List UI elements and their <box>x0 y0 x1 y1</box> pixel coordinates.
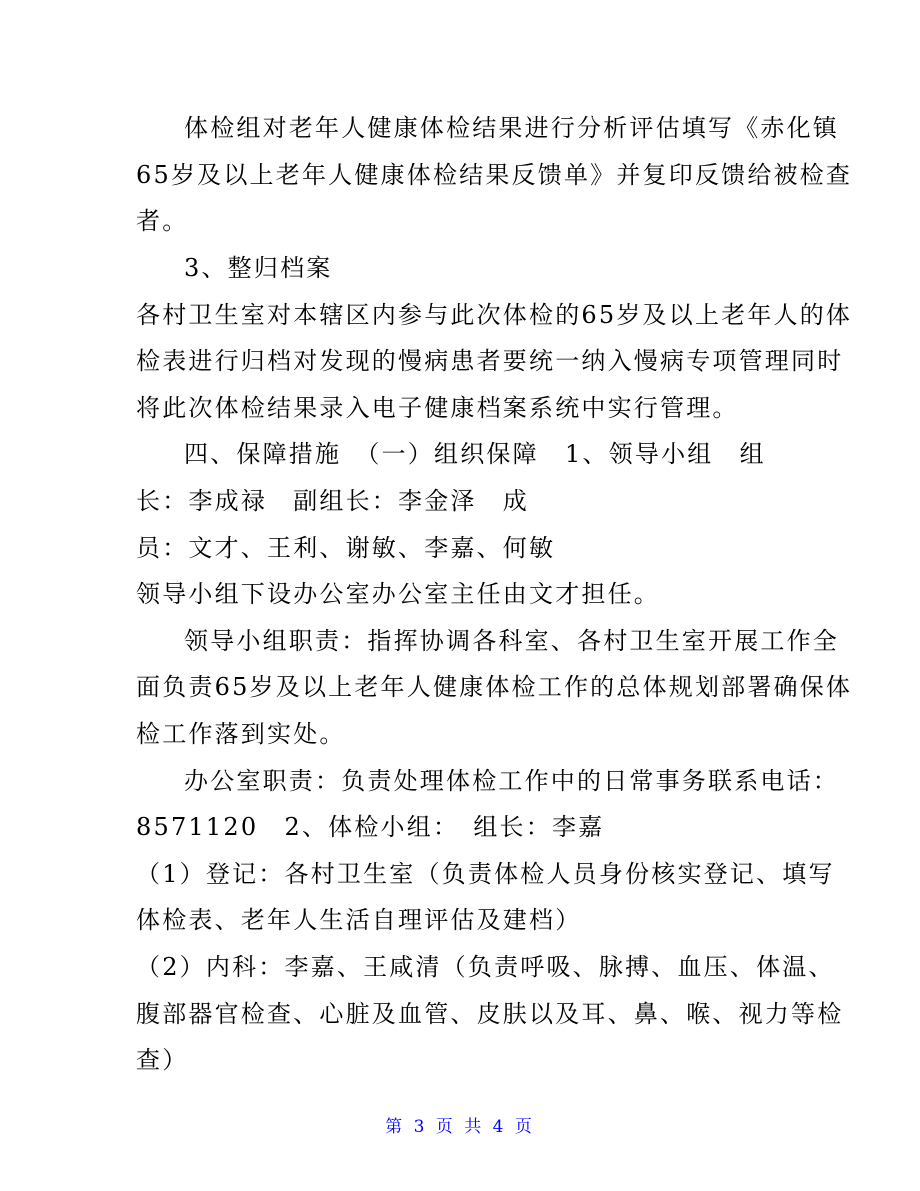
paragraph-line: 领导小组下设办公室办公室主任由文才担任。 <box>136 580 660 608</box>
paragraph-line: 检工作落到实处。 <box>136 720 346 748</box>
paragraph-line: 体检表、老年人生活自理评估及建档） <box>136 906 582 934</box>
paragraph-line: 者。 <box>136 207 189 235</box>
paragraph-line: 员：文才、王利、谢敏、李嘉、何敏 <box>136 534 556 562</box>
section-heading: 3、整归档案 <box>184 254 333 282</box>
paragraph-line: 查） <box>136 1046 189 1074</box>
paragraph-line: 65岁及以上老年人健康体检结果反馈单》并复印反馈给被检查 <box>136 161 853 189</box>
paragraph-line: 将此次体检结果录入电子健康档案系统中实行管理。 <box>136 394 739 422</box>
paragraph-line: （1）登记：各村卫生室（负责体检人员身份核实登记、填写 <box>136 860 835 888</box>
section-heading: 四、保障措施 （一）组织保障 1、领导小组 组 <box>184 440 766 468</box>
paragraph-line: 检表进行归档对发现的慢病患者要统一纳入慢病专项管理同时 <box>136 347 844 375</box>
paragraph-line: （2）内科：李嘉、王咸清（负责呼吸、脉搏、血压、体温、 <box>136 953 835 981</box>
paragraph-line: 领导小组职责：指挥协调各科室、各村卫生室开展工作全 <box>184 627 839 655</box>
paragraph-line: 办公室职责：负责处理体检工作中的日常事务联系电话： <box>184 767 839 795</box>
paragraph-line: 腹部器官检查、心脏及血管、皮肤以及耳、鼻、喉、视力等检 <box>136 1000 844 1028</box>
paragraph-line: 长：李成禄 副组长：李金泽 成 <box>136 487 529 515</box>
page-number-footer: 第 3 页 共 4 页 <box>385 1117 535 1137</box>
paragraph-line: 8571120 2、体检小组： 组长：李嘉 <box>136 813 605 841</box>
paragraph-line: 各村卫生室对本辖区内参与此次体检的65岁及以上老年人的体 <box>136 301 853 329</box>
paragraph-line: 面负责65岁及以上老年人健康体检工作的总体规划部署确保体 <box>136 673 853 701</box>
paragraph-line: 体检组对老年人健康体检结果进行分析评估填写《赤化镇 <box>184 114 839 142</box>
